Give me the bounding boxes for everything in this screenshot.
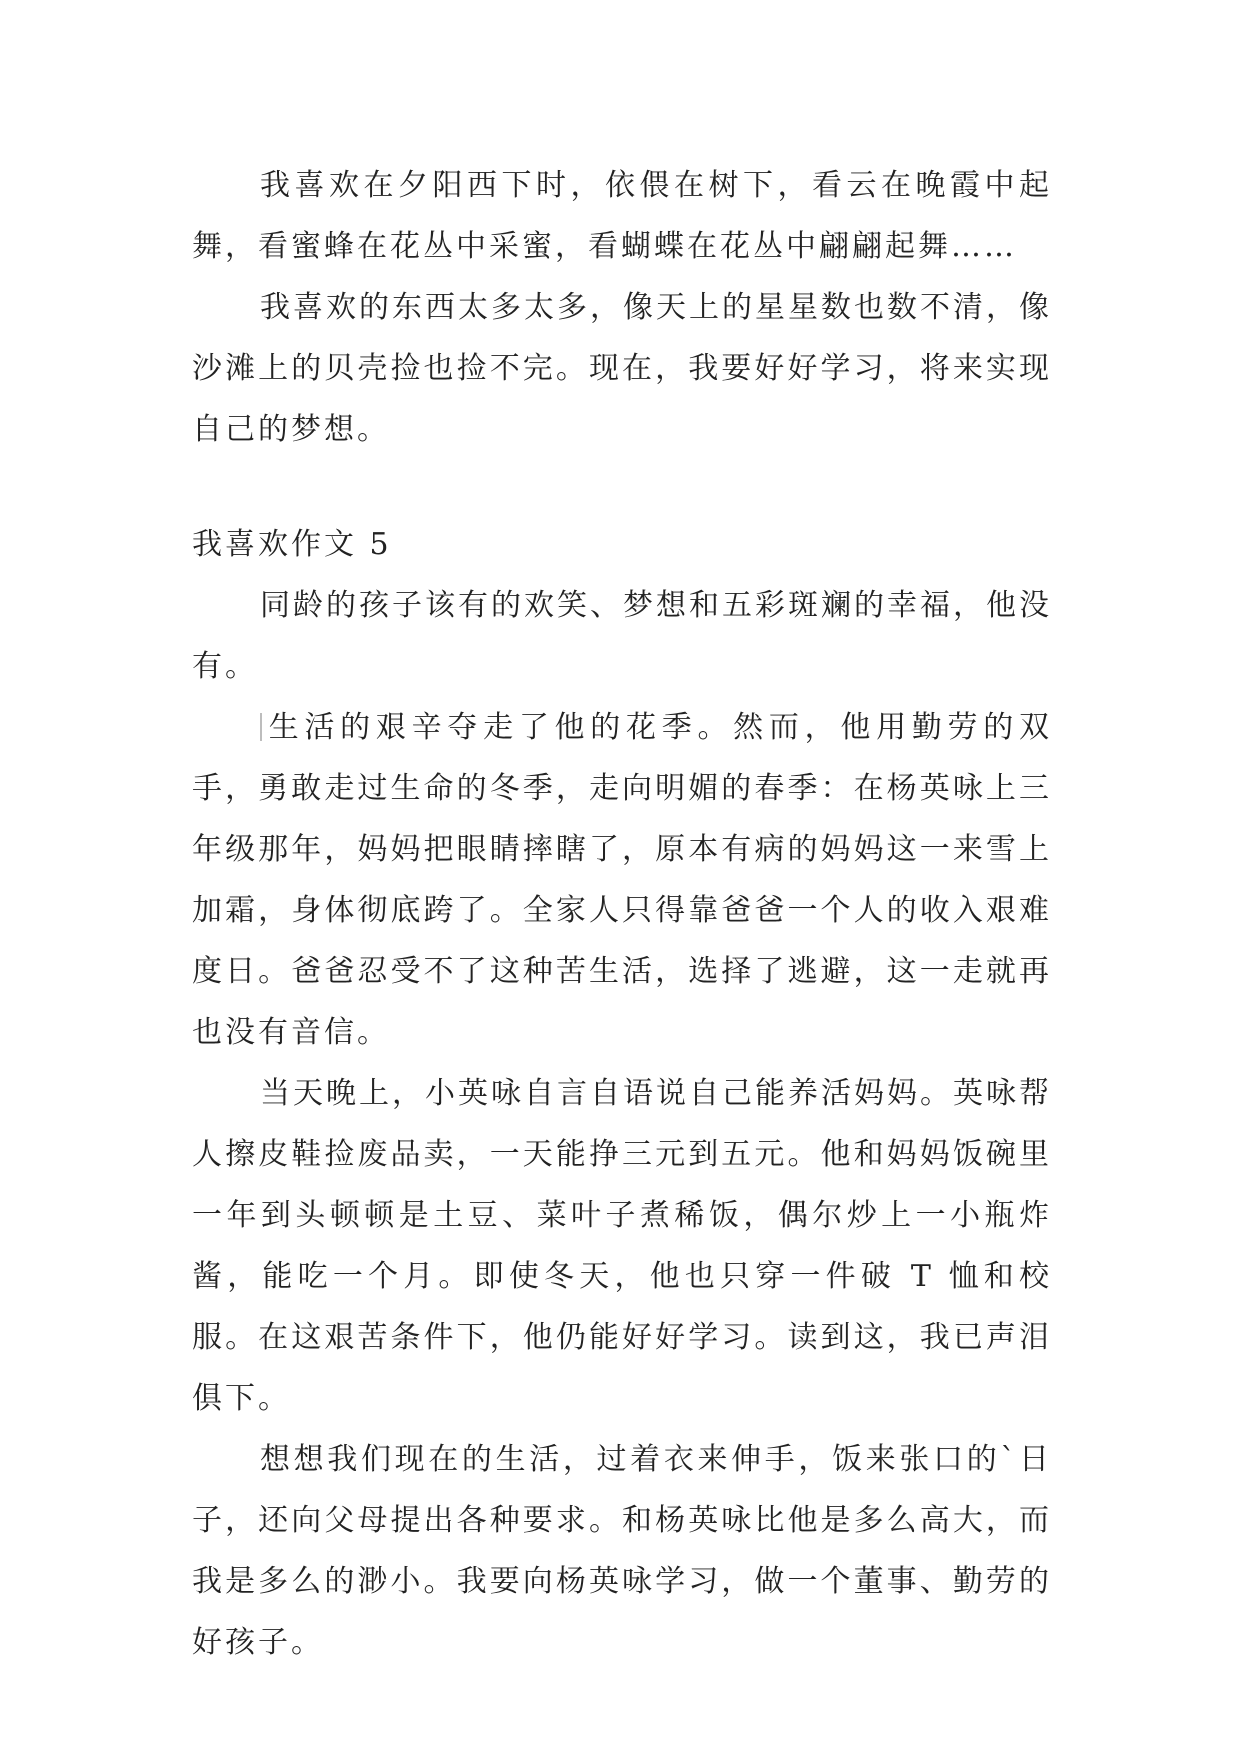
- paragraph-sunset: 我喜欢在夕阳西下时，依偎在树下，看云在晚霞中起舞，看蜜蜂在花丛中采蜜，看蝴蝶在花丛中翩翩起舞……: [192, 168, 1052, 264]
- text-cursor-mark: [260, 713, 262, 741]
- paragraph-peers: 同龄的孩子该有的欢笑、梦想和五彩斑斓的幸福，他没有。: [192, 588, 1052, 684]
- paragraph-hardship: [192, 697, 1052, 1063]
- paragraph-dream: 我喜欢的东西太多太多，像天上的星星数也数不清，像沙滩上的贝壳捡也捡不完。现在，我要好好学习，将来实现自己的梦想。: [192, 290, 1052, 447]
- paragraph-hardship-text: 生活的艰辛夺走了他的花季。然而，他用勤劳的双手，勇敢走过生命的冬季，走向明媚的春季：在杨英咏上三年级那年，妈妈把眼睛摔瞎了，原本有病的妈妈这一来雪上加霜，身体彻底跨了。全家人只得靠爸爸一个人的收入艰难度日。爸爸忍受不了这种苦生活，选择了逃避，这一走就再也没有音信。: [192, 710, 1052, 1050]
- paragraph-reflection: 想想我们现在的生活，过着衣来伸手，饭来张口的`日子，还向父母提出各种要求。和杨英咏比他是多么高大，而我是多么的渺小。我要向杨英咏学习，做一个董事、勤劳的好孩子。: [192, 1442, 1052, 1660]
- paragraph-that-night: 当天晚上，小英咏自言自语说自己能养活妈妈。英咏帮人擦皮鞋捡废品卖，一天能挣三元到五元。他和妈妈饭碗里一年到头顿顿是土豆、菜叶子煮稀饭，偶尔炒上一小瓶炸酱，能吃一个月。即使冬天，他也只穿一件破 T 恤和校服。在这艰苦条件下，他仍能好好学习。读到这，我已声泪俱下。: [192, 1076, 1052, 1416]
- document-body: [192, 155, 1052, 1673]
- section-title: 我喜欢作文 5: [192, 527, 392, 562]
